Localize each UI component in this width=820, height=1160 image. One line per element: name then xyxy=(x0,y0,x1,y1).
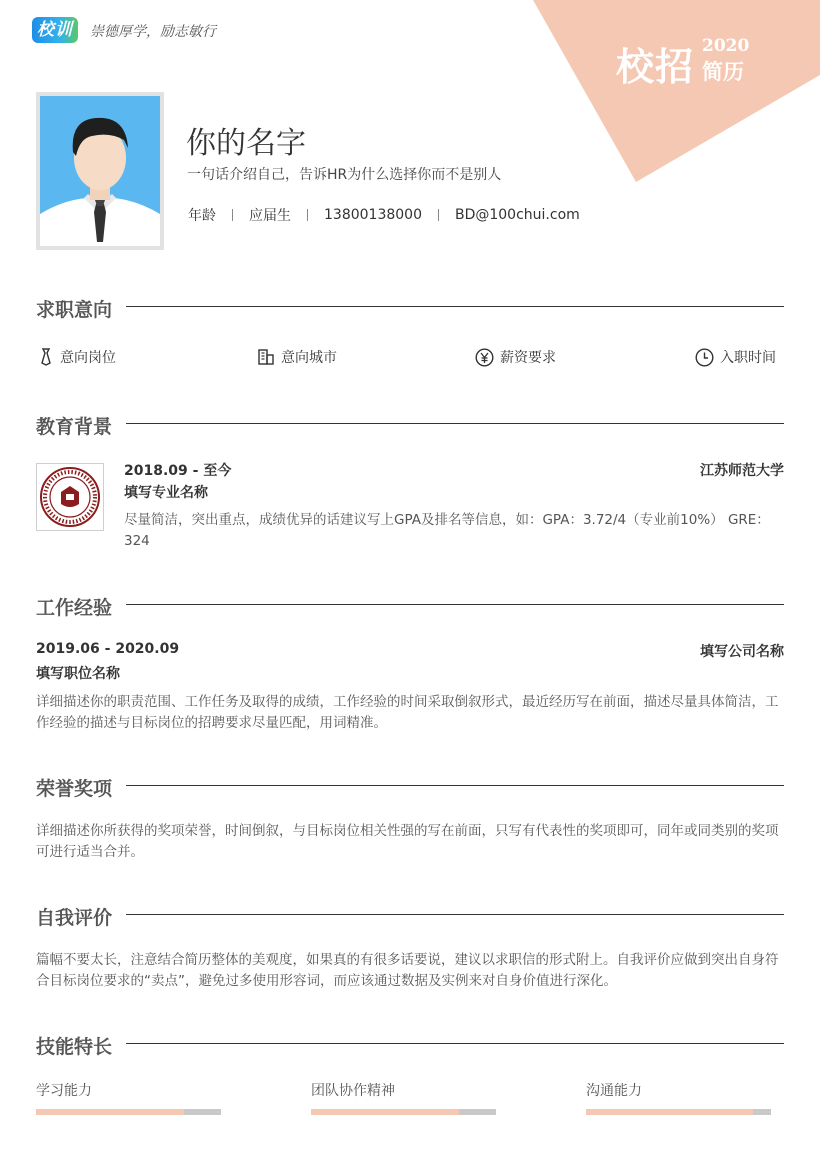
work-position: 填写职位名称 xyxy=(36,666,120,682)
corner-decoration xyxy=(533,0,820,182)
skill-label: 团队协作精神 xyxy=(311,1083,395,1099)
contact-email: BD@100chui.com xyxy=(454,207,580,223)
self-description: 篇幅不要太长，注意结合简历整体的美观度，如果真的有很多话要说，建议以求职信的形式附上。自我评价应做到突出自身符合目标岗位要求的“卖点”，避免过多使用形容词，而应该通过数据及实例来对自身价值进行深化。 xyxy=(36,952,779,989)
section-divider xyxy=(126,785,784,786)
intent-start-date-label: 入职时间 xyxy=(720,350,776,366)
skill-bar xyxy=(311,1109,496,1115)
yen-icon xyxy=(475,348,494,367)
candidate-name: 你的名字 xyxy=(186,126,306,161)
intent-city-label: 意向城市 xyxy=(281,350,337,366)
skill-label: 学习能力 xyxy=(36,1083,92,1099)
section-divider xyxy=(126,1043,784,1044)
education-description: 尽量简洁，突出重点，成绩优异的话建议写上GPA及排名等信息，如：GPA：3.72/4（专业前10%） GRE：324 xyxy=(124,512,770,549)
section-divider xyxy=(126,423,784,424)
intent-position-label: 意向岗位 xyxy=(60,350,116,366)
contact-status: 应届生 xyxy=(249,208,291,224)
work-description: 详细描述你的职责范围、工作任务及取得的成绩，工作经验的时间采取倒叙形式，最近经历写在前面，描述尽量具体简洁，工作经验的描述与目标岗位的招聘要求尽量匹配，用词精准。 xyxy=(36,694,779,731)
contact-info xyxy=(188,205,580,225)
honors-description: 详细描述你所获得的奖项荣誉，时间倒叙，与目标岗位相关性强的写在前面，只写有代表性的奖项即可，同年或同类别的奖项可进行适当合并。 xyxy=(36,823,779,860)
intent-position xyxy=(38,347,116,367)
brand-badge: 校训 xyxy=(32,17,78,43)
contact-divider xyxy=(438,209,439,221)
contact-divider xyxy=(307,209,308,221)
intent-start-date xyxy=(695,347,776,367)
skill-label: 沟通能力 xyxy=(586,1083,642,1099)
contact-phone: 13800138000 xyxy=(324,207,422,223)
contact-age: 年龄 xyxy=(188,208,216,224)
section-title-skills: 技能特长 xyxy=(36,1036,113,1058)
section-title-work: 工作经验 xyxy=(36,597,113,619)
skill-bar-fill xyxy=(311,1109,459,1115)
intent-salary-label: 薪资要求 xyxy=(500,350,556,366)
building-icon xyxy=(257,348,275,366)
education-period: 2018.09 - 至今 xyxy=(124,463,232,479)
section-divider xyxy=(126,604,784,605)
section-divider xyxy=(126,914,784,915)
candidate-intro: 一句话介绍自己，告诉HR为什么选择你而不是别人 xyxy=(187,167,502,183)
corner-year: 2020 xyxy=(702,36,750,56)
section-title-intent: 求职意向 xyxy=(36,299,113,321)
clock-icon xyxy=(695,348,714,367)
skill-bar-fill xyxy=(36,1109,184,1115)
work-company: 填写公司名称 xyxy=(700,644,784,660)
intent-city xyxy=(257,347,337,367)
skill-bar-fill xyxy=(586,1109,753,1115)
corner-title: 校招 xyxy=(616,44,695,89)
section-title-self: 自我评价 xyxy=(36,907,113,929)
avatar-illustration xyxy=(40,96,160,246)
skill-bar xyxy=(586,1109,771,1115)
education-school: 江苏师范大学 xyxy=(700,463,784,479)
brand-slogan: 崇德厚学，励志敏行 xyxy=(90,24,216,40)
school-logo xyxy=(36,463,104,531)
school-emblem-icon xyxy=(37,464,103,530)
education-major: 填写专业名称 xyxy=(124,485,208,501)
corner-subtitle: 简历 xyxy=(702,59,744,84)
work-period: 2019.06 - 2020.09 xyxy=(36,641,180,657)
section-title-honors: 荣誉奖项 xyxy=(36,778,113,800)
section-divider xyxy=(126,306,784,307)
tie-icon xyxy=(38,348,54,366)
avatar xyxy=(36,92,164,250)
contact-divider xyxy=(232,209,233,221)
section-title-education: 教育背景 xyxy=(36,416,113,438)
intent-salary xyxy=(475,347,556,367)
skill-bar xyxy=(36,1109,221,1115)
